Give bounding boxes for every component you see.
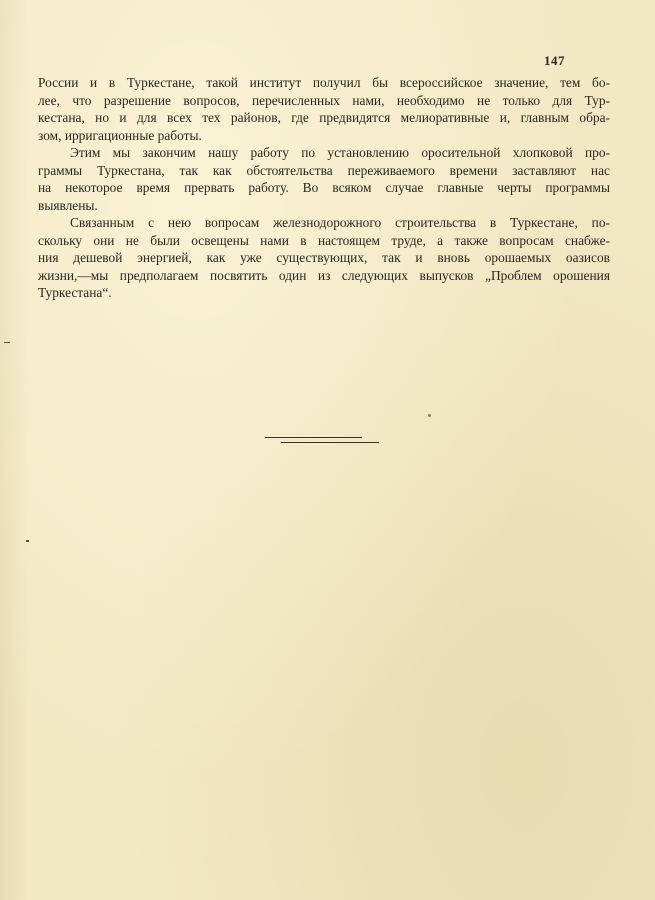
margin-mark [26,540,29,542]
text-line: лее, что разрешение вопросов, перечисленных нами, необходимо не только для Тур- [38,92,610,108]
paragraph-3 [38,214,610,302]
text-line: Туркестана“. [38,285,112,300]
text-line: выявлены. [38,197,98,213]
text-line: России и в Туркестане, такой институт получил бы всероссийское значение, тем бо- [38,75,610,90]
margin-mark [4,342,10,343]
text-line: Этим мы закончим нашу работу по установлению оросительной хлопковой про- [70,145,610,160]
paragraph-1 [38,74,610,144]
text-line: Связанным с нею вопросам железнодорожного строительства в Туркестане, по- [70,215,610,230]
closing-rule-lower [281,442,379,443]
closing-rule-upper [265,437,362,438]
paper-speck [428,414,431,417]
paragraph-2 [38,144,610,214]
text-line: граммы Туркестана, так как обстоятельства переживаемого времени заставляют нас [38,162,610,178]
text-line: жизни,—мы предполагаем посвятить один из следующих выпусков „Проблем орошения [38,267,610,283]
text-line: кестана, но и для всех тех районов, где предвидятся мелиоративные и, главным обра- [38,110,610,125]
text-line: на некоторое время прервать работу. Во всяком случае главные черты программы [38,180,610,195]
page-number: 147 [544,53,565,68]
text-line: скольку они не были освещены нами в настоящем труде, а также вопросам снабже- [38,232,610,248]
text-line: ния дешевой энергией, как уже существующих, так и вновь орошаемых оазисов [38,250,610,265]
body-text [38,74,610,302]
text-line: зом, ирригационные работы. [38,127,202,143]
